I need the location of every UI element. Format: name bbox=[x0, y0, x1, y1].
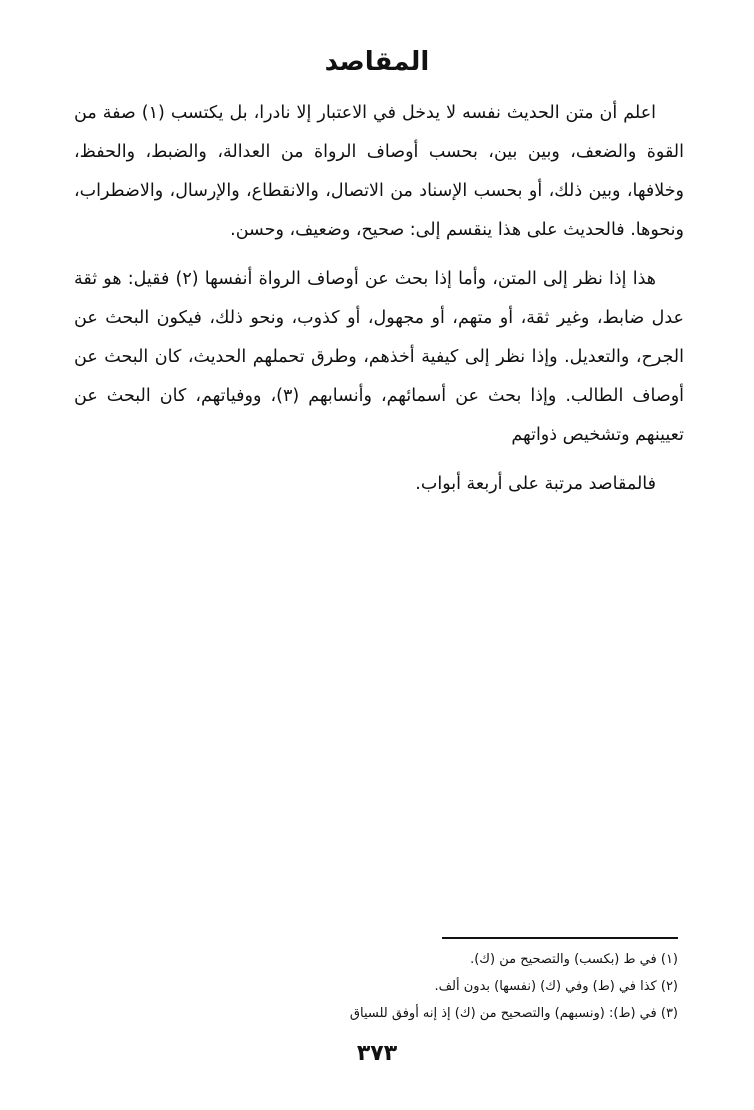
page-title: المقاصد bbox=[324, 47, 430, 77]
footnotes bbox=[178, 946, 678, 1027]
paragraph-2: هذا إذا نظر إلى المتن، وأما إذا بحث عن أوصاف الرواة أنفسها (٢) فقيل: هو ثقة عدل ضابط، وغير ثقة، أو متهم، أو مجهول، أو كذوب، ونحو ذلك، فيكون البحث عن الجرح، والتعديل. وإذا نظر إلى كيفية أخذهم، وطرق تحملهم الحديث، كان البحث عن أوصاف الطالب. وإذا بحث عن أسمائهم، وأنسابهم (٣)، ووفياتهم، كان البحث عن تعيينهم وتشخيص ذواتهم bbox=[74, 269, 685, 445]
footnote-divider bbox=[442, 937, 678, 939]
paragraph-1: اعلم أن متن الحديث نفسه لا يدخل في الاعتبار إلا نادرا، بل يكتسب (١) صفة من القوة والضعف، وبين بين، بحسب أوصاف الرواة من العدالة، والضبط، والحفظ، وخلافها، وبين ذلك، أو بحسب الإسناد من الاتصال، والانقطاع، والإرسال، والاضطراب، ونحوها. فالحديث على هذا ينقسم إلى: صحيح، وضعيف، وحسن. bbox=[74, 103, 684, 240]
footnote-2: (٢) كذا في (ط) وفي (ك) (نفسها) بدون ألف. bbox=[434, 979, 678, 994]
footnote-3: (٣) في (ط): (ونسبهم) والتصحيح من (ك) إذ إنه أوفق للسياق bbox=[349, 1006, 678, 1021]
page-number: ٣٧٣ bbox=[356, 1041, 398, 1066]
paragraph-3: فالمقاصد مرتبة على أربعة أبواب. bbox=[415, 474, 656, 494]
footnote-1: (١) في ط (بكسب) والتصحيح من (ك). bbox=[470, 952, 678, 967]
body-text bbox=[74, 94, 684, 504]
